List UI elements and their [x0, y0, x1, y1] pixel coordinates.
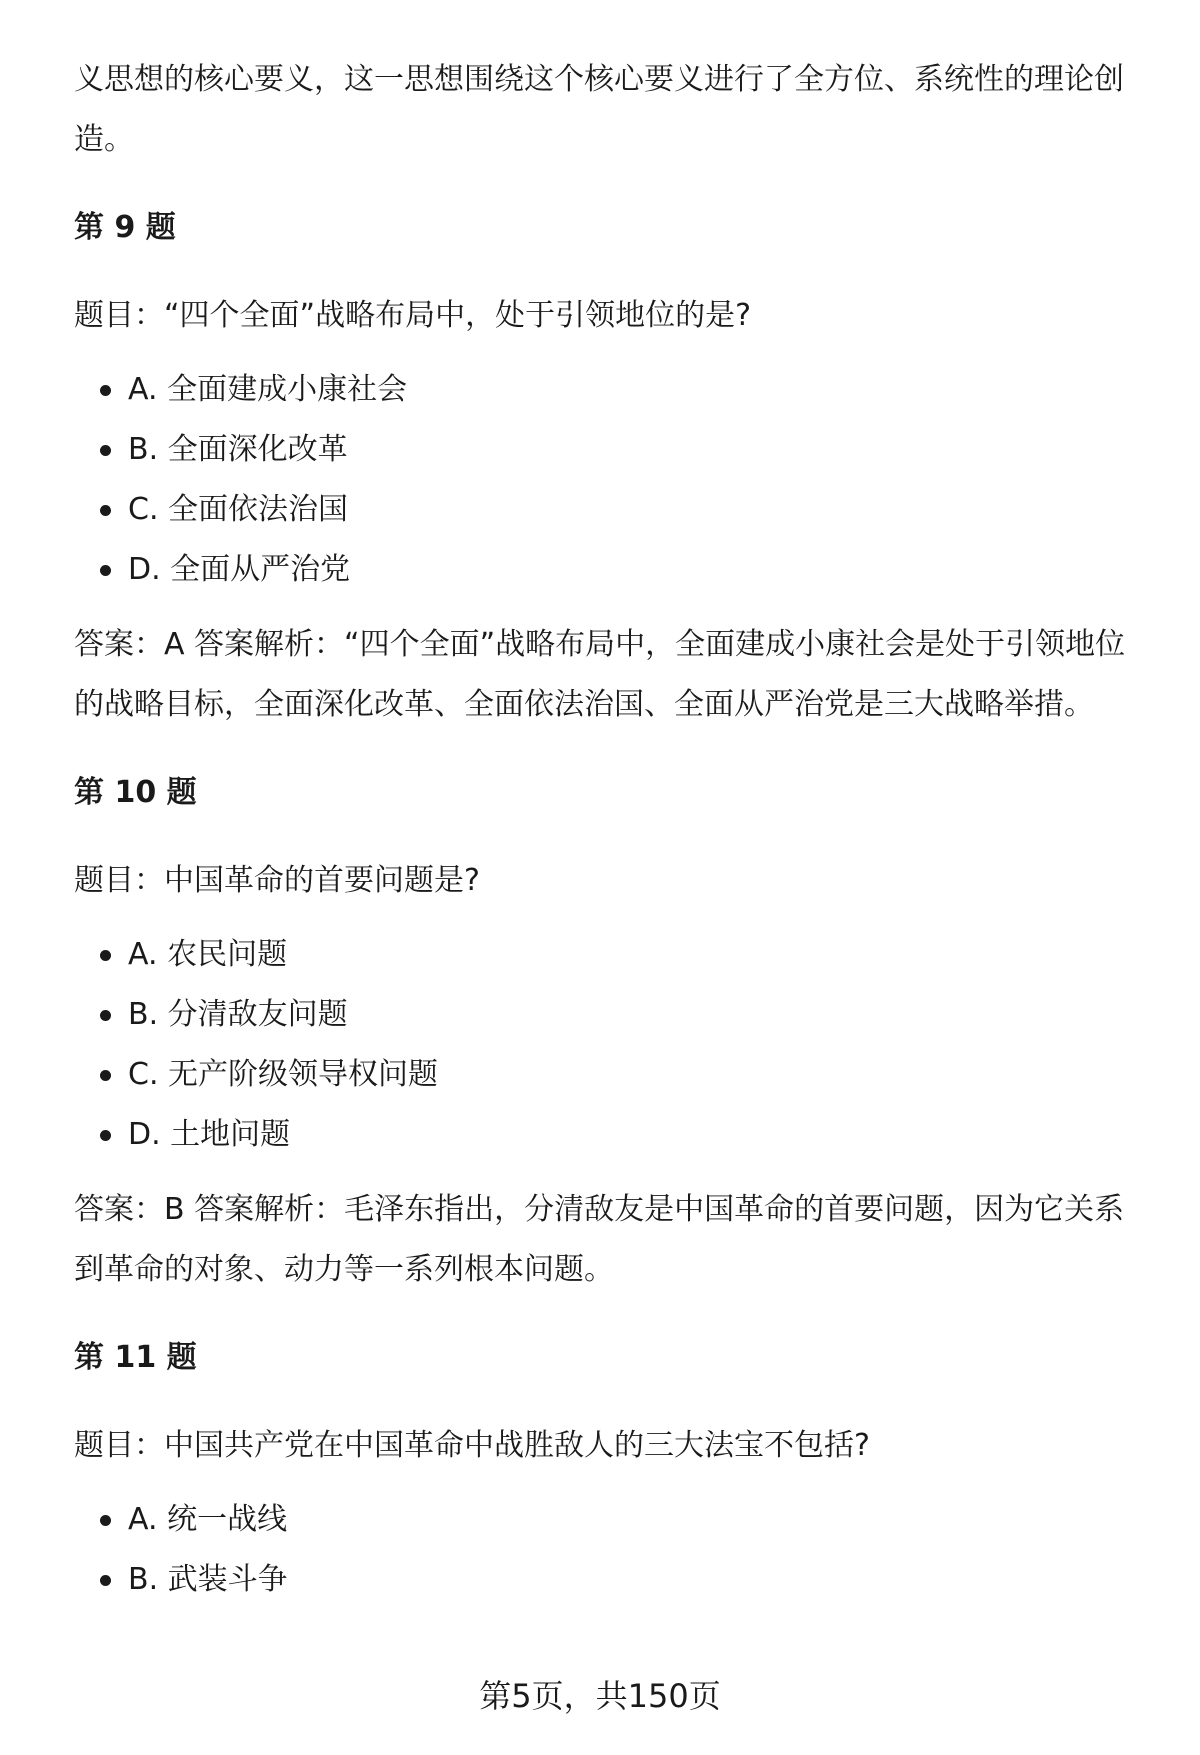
option-item — [74, 550, 1144, 590]
option-item — [74, 430, 1144, 470]
intro-paragraph: 义思想的核心要义，这一思想围绕这个核心要义进行了全方位、系统性的理论创造。 — [74, 62, 1124, 157]
option-label: C. 无产阶级领导权问题 — [128, 1057, 439, 1092]
question-text: 题目：“四个全面”战略布局中，处于引领地位的是? — [74, 298, 752, 333]
option-label: D. 土地问题 — [128, 1117, 291, 1152]
option-label: C. 全面依法治国 — [128, 492, 349, 527]
bullet-icon — [100, 385, 111, 396]
option-item — [74, 1500, 1144, 1540]
option-list — [74, 1500, 1144, 1600]
bullet-icon — [100, 1070, 111, 1081]
option-item — [74, 1560, 1144, 1600]
question-text: 题目：中国共产党在中国革命中战胜敌人的三大法宝不包括? — [74, 1428, 870, 1463]
option-list — [74, 370, 1144, 590]
option-label: B. 全面深化改革 — [128, 432, 348, 467]
bullet-icon — [100, 1575, 111, 1586]
bullet-icon — [100, 1130, 111, 1141]
option-item — [74, 490, 1144, 530]
page-footer: 第5页，共150页 — [479, 1677, 721, 1715]
option-label: A. 农民问题 — [128, 937, 288, 972]
question-heading: 第 11 题 — [74, 1340, 197, 1375]
bullet-icon — [100, 1515, 111, 1526]
question-text: 题目：中国革命的首要问题是? — [74, 863, 480, 898]
bullet-icon — [100, 565, 111, 576]
option-item — [74, 1115, 1144, 1155]
option-label: B. 武装斗争 — [128, 1562, 288, 1597]
bullet-icon — [100, 1010, 111, 1021]
option-list — [74, 935, 1144, 1155]
option-label: A. 统一战线 — [128, 1502, 288, 1537]
answer-text: 答案：B 答案解析：毛泽东指出，分清敌友是中国革命的首要问题，因为它关系到革命的对象、动力等一系列根本问题。 — [74, 1192, 1125, 1287]
option-label: A. 全面建成小康社会 — [128, 372, 408, 407]
option-item — [74, 995, 1144, 1035]
option-item — [74, 1055, 1144, 1095]
option-item — [74, 935, 1144, 975]
option-label: D. 全面从严治党 — [128, 552, 351, 587]
question-heading: 第 10 题 — [74, 775, 197, 810]
bullet-icon — [100, 505, 111, 516]
document-content — [74, 50, 1144, 1620]
option-label: B. 分清敌友问题 — [128, 997, 348, 1032]
bullet-icon — [100, 445, 111, 456]
bullet-icon — [100, 950, 111, 961]
option-item — [74, 370, 1144, 410]
question-heading: 第 9 题 — [74, 210, 176, 245]
answer-text: 答案：A 答案解析：“四个全面”战略布局中，全面建成小康社会是处于引领地位的战略目标，全面深化改革、全面依法治国、全面从严治党是三大战略举措。 — [74, 627, 1126, 722]
